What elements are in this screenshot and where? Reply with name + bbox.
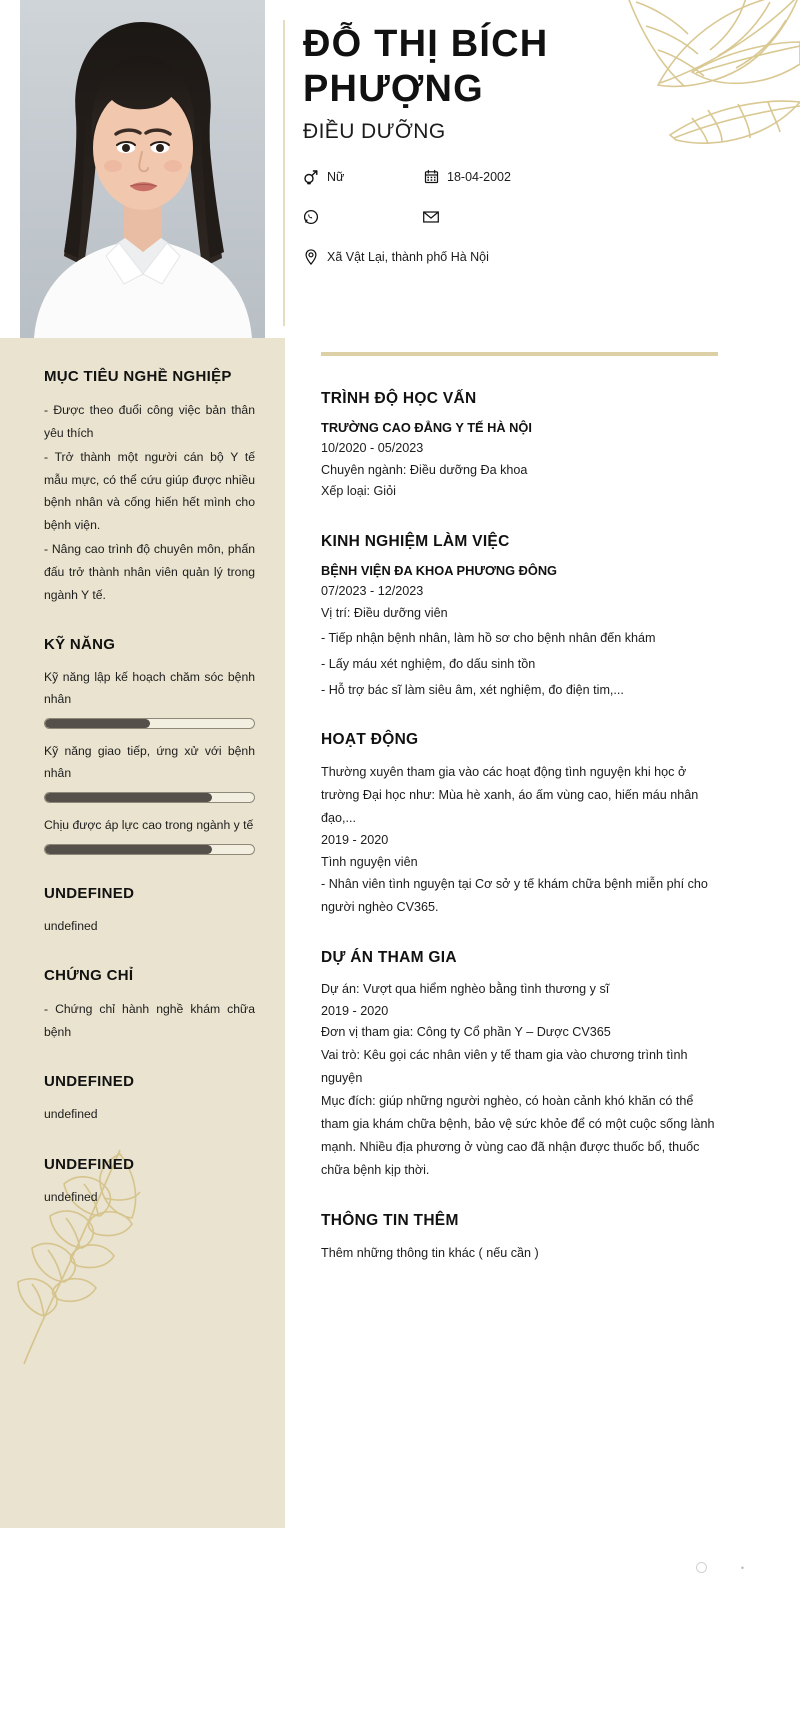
- experience-period: 07/2023 - 12/2023: [321, 583, 424, 598]
- contact-grid: [303, 168, 703, 266]
- cv-body: [0, 338, 800, 1528]
- objective-line: - Trở thành một người cán bộ Y tế mẫu mực, có thể cứu giúp được nhiều bệnh nhân và cống hiến hết mình cho bệnh viện.: [44, 450, 255, 532]
- sidebar-section-objective: [44, 368, 255, 606]
- education-heading: TRÌNH ĐỘ HỌC VẤN: [321, 390, 477, 407]
- project-period: 2019 - 2020: [321, 1003, 389, 1018]
- main-content: [285, 338, 800, 1528]
- undefined-text: undefined: [44, 918, 98, 933]
- section-education: [321, 390, 718, 503]
- address-value: Xã Vật Lại, thành phố Hà Nội: [327, 249, 489, 264]
- skill-progress-bar: [44, 792, 255, 803]
- contact-phone: [303, 208, 423, 226]
- section-activities: [321, 731, 718, 919]
- skill-progress-bar: [44, 844, 255, 855]
- activities-period: 2019 - 2020: [321, 832, 389, 847]
- activities-summary: Thường xuyên tham gia vào các hoạt động tình nguyện khi học ở trường Đại học như: Mùa hè xanh, áo ấm vùng cao, hiến máu nhân đạo,...: [321, 765, 699, 826]
- objective-heading: MỤC TIÊU NGHỀ NGHIỆP: [44, 368, 232, 385]
- main-top-rule: [321, 352, 718, 356]
- sidebar: [0, 338, 285, 1528]
- undefined-heading: UNDEFINED: [44, 884, 135, 902]
- undefined-heading: UNDEFINED: [44, 1155, 135, 1173]
- section-projects: [321, 949, 718, 1181]
- skill-item: [44, 815, 255, 855]
- contact-birthdate: [423, 168, 703, 186]
- experience-duty: - Tiếp nhận bệnh nhân, làm hồ sơ cho bệnh nhân đến khám: [321, 631, 656, 646]
- experience-duty: - Lấy máu xét nghiệm, đo dấu sinh tồn: [321, 656, 536, 671]
- projects-heading: DỰ ÁN THAM GIA: [321, 949, 457, 967]
- activities-detail: - Nhân viên tình nguyện tại Cơ sở y tế khám chữa bệnh miễn phí cho người nghèo CV365.: [321, 877, 708, 915]
- objective-line: - Được theo đuổi công việc bản thân yêu thích: [44, 403, 255, 440]
- activities-heading: HOẠT ĐỘNG: [321, 731, 419, 749]
- experience-company: BỆNH VIỆN ĐA KHOA PHƯƠNG ĐÔNG: [321, 562, 558, 578]
- page-title: ĐỖ THỊ BÍCH PHƯỢNG: [303, 23, 549, 110]
- sidebar-section-undefined-2: [44, 1073, 255, 1125]
- skill-label: Kỹ năng lập kế hoạch chăm sóc bệnh nhân: [44, 670, 255, 707]
- contact-email: [423, 208, 703, 226]
- skill-item: [44, 667, 255, 729]
- project-role: Vai trò: Kêu gọi các nhân viên y tế tham gia vào chương trình tình nguyện: [321, 1048, 688, 1085]
- birthdate-value: 18-04-2002: [447, 169, 511, 184]
- undefined-text: undefined: [44, 1107, 98, 1122]
- skill-progress-fill: [45, 793, 212, 802]
- education-grade: Xếp loại: Giỏi: [321, 484, 396, 499]
- contact-address: [303, 248, 703, 266]
- header-vertical-rule: [283, 20, 285, 326]
- experience-duty: - Hỗ trợ bác sĩ làm siêu âm, xét nghiệm, đo điện tim,...: [321, 682, 624, 697]
- skill-label: Kỹ năng giao tiếp, ứng xử với bệnh nhân: [44, 743, 255, 780]
- skill-item: [44, 741, 255, 803]
- additional-text: Thêm những thông tin khác ( nếu cần ): [321, 1245, 539, 1260]
- section-additional-info: [321, 1212, 718, 1265]
- footer-dot-icon: •: [740, 1562, 744, 1573]
- header-details: [265, 0, 800, 338]
- page-footer: [0, 1528, 800, 1628]
- certificates-text: - Chứng chỉ hành nghề khám chữa bệnh: [44, 1002, 255, 1039]
- gender-icon: [303, 169, 319, 185]
- sidebar-section-certificates: [44, 967, 255, 1043]
- sidebar-section-undefined-1: [44, 885, 255, 937]
- sidebar-section-undefined-3: [44, 1156, 255, 1208]
- education-major: Chuyên ngành: Điều dưỡng Đa khoa: [321, 462, 528, 477]
- experience-position: Vị trí: Điều dưỡng viên: [321, 605, 448, 620]
- gender-value: Nữ: [327, 169, 345, 184]
- contact-gender: [303, 168, 423, 186]
- job-title: ĐIỀU DƯỠNG: [303, 119, 446, 143]
- education-school: TRƯỜNG CAO ĐẲNG Y TẾ HÀ NỘI: [321, 420, 532, 435]
- project-name: Dự án: Vượt qua hiểm nghèo bằng tình thương y sĩ: [321, 982, 610, 997]
- activities-role: Tình nguyện viên: [321, 854, 418, 869]
- sidebar-section-skills: [44, 636, 255, 855]
- cv-header: [0, 0, 800, 338]
- certificates-heading: CHỨNG CHỈ: [44, 967, 134, 985]
- phone-icon: [303, 209, 319, 225]
- skill-progress-fill: [45, 719, 150, 728]
- undefined-heading: UNDEFINED: [44, 1073, 135, 1091]
- email-icon: [423, 209, 439, 225]
- project-purpose: Mục đích: giúp những người nghèo, có hoàn cảnh khó khăn có thể tham gia khám chữa bệnh, bảo vệ sức khỏe để có một cuộc sống lành mạnh. Nhiều địa phương ở vùng cao đã nhận được thuốc bổ, thuốc chữa bệnh kịp thời.: [321, 1093, 715, 1177]
- objective-line: - Nâng cao trình độ chuyên môn, phấn đấu trở thành nhân viên quản lý trong ngành Y tế.: [44, 542, 255, 602]
- project-organization: Đơn vị tham gia: Công ty Cổ phần Y – Dược CV365: [321, 1025, 611, 1040]
- experience-heading: KINH NGHIỆM LÀM VIỆC: [321, 532, 510, 550]
- section-experience: [321, 533, 718, 701]
- undefined-text: undefined: [44, 1189, 98, 1204]
- skill-label: Chịu được áp lực cao trong ngành y tế: [44, 817, 254, 832]
- skill-progress-fill: [45, 845, 212, 854]
- location-pin-icon: [303, 249, 319, 265]
- footer-circle-icon: [696, 1562, 707, 1573]
- education-period: 10/2020 - 05/2023: [321, 441, 424, 455]
- calendar-icon: [423, 169, 439, 185]
- footer-marks: [696, 1562, 744, 1573]
- skills-heading: KỸ NĂNG: [44, 636, 116, 654]
- skill-progress-bar: [44, 718, 255, 729]
- additional-heading: THÔNG TIN THÊM: [321, 1211, 459, 1229]
- profile-photo: [20, 0, 265, 338]
